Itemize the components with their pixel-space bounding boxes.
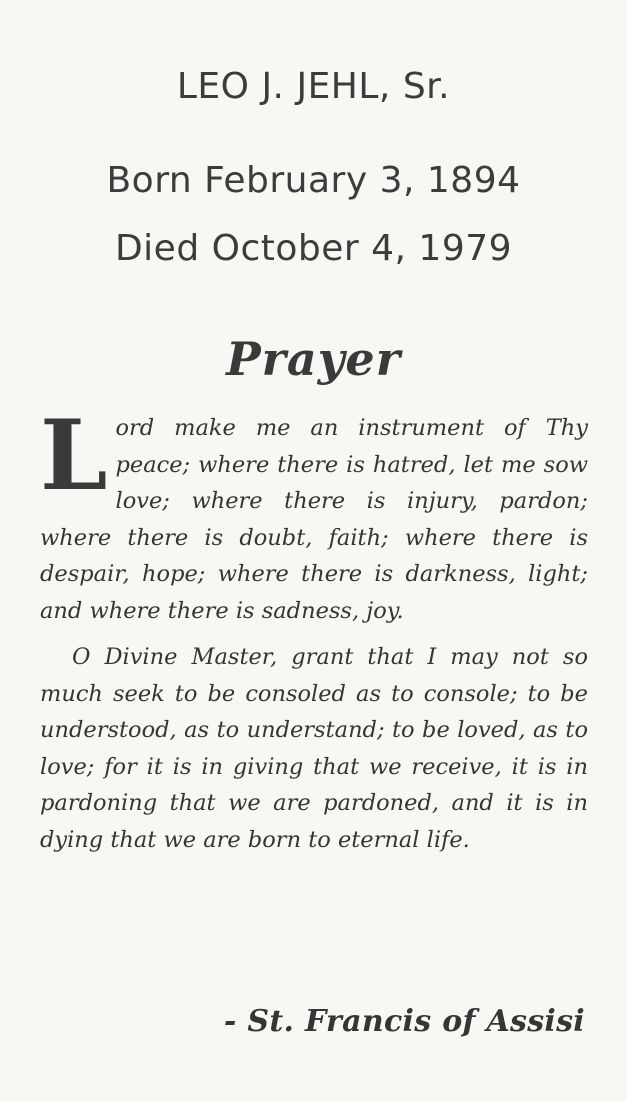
drop-cap-letter: L <box>40 399 108 512</box>
birth-date: Born February 3, 1894 <box>106 160 521 201</box>
prayer-text <box>40 399 588 858</box>
prayer-paragraph-1-text: ord make me an instrument of Thy peace; where there is hatred, let me sow love; where there is injury, pardon; where there is doubt, faith; where there is despair, hope; where there is darkness, light; and where there is sadness, joy. <box>40 415 588 624</box>
prayer-paragraph-1 <box>40 399 588 629</box>
deceased-name: LEO J. JEHL, Sr. <box>176 66 451 107</box>
prayer-attribution: - St. Francis of Assisi <box>223 1004 585 1039</box>
prayer-title: Prayer <box>226 332 401 386</box>
death-date: Died October 4, 1979 <box>114 228 513 269</box>
prayer-paragraph-2: O Divine Master, grant that I may not so much seek to be consoled as to console; to be understood, as to understand; to be loved, as to love; for it is in giving that we receive, it is in pardoning that we are pardoned, and it is in dying that we are born to eternal life. <box>40 644 588 853</box>
